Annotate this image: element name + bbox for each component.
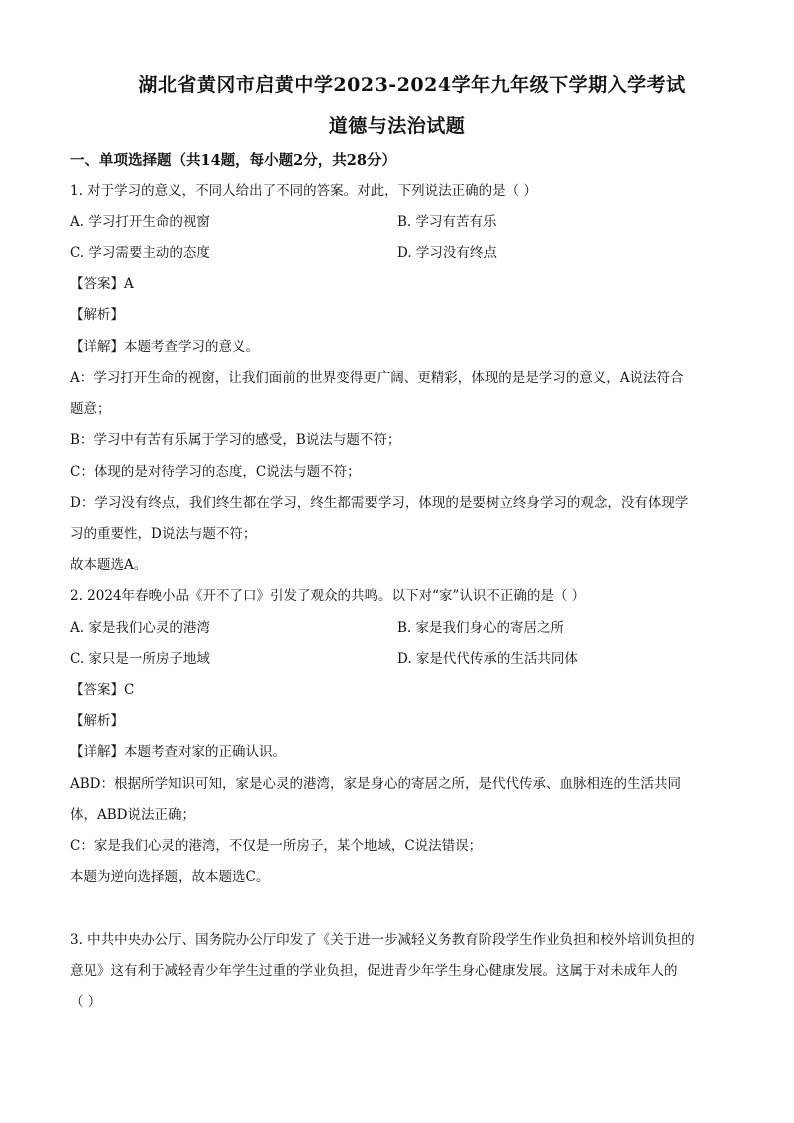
page-subtitle: 道德与法治试题 xyxy=(328,115,466,137)
q3-stem-line: 意见》这有利于减轻青少年学生过重的学业负担，促进青少年学生身心健康发展。这属于对未成年人的 xyxy=(70,963,678,979)
q1-stem: 1. 对于学习的意义，不同人给出了不同的答案。对此，下列说法正确的是（ ） xyxy=(70,183,537,199)
q2-explain-line: 体，ABD说法正确； xyxy=(70,807,195,823)
q1-explain-line: C：体现的是对待学习的态度，C说法与题不符； xyxy=(70,464,361,480)
q2-answer: 【答案】C xyxy=(70,682,135,698)
q1-option-a: A. 学习打开生命的视窗 xyxy=(70,214,210,230)
q1-option-b: B. 学习有苦有乐 xyxy=(397,214,497,230)
q2-analysis: 【解析】 xyxy=(70,713,124,729)
q1-answer: 【答案】A xyxy=(70,276,134,292)
q2-detail: 【详解】本题考查对家的正确认识。 xyxy=(70,744,286,760)
q2-option-b: B. 家是我们身心的寄居之所 xyxy=(397,620,565,636)
q1-analysis: 【解析】 xyxy=(70,307,124,323)
q2-explain-line: 本题为逆向选择题，故本题选C。 xyxy=(70,869,270,885)
q2-option-c: C. 家只是一所房子地域 xyxy=(70,651,210,667)
page-title: 湖北省黄冈市启黄中学2023-2024学年九年级下学期入学考试 xyxy=(138,74,686,96)
section-heading: 一、单项选择题（共14题，每小题2分，共28分） xyxy=(70,152,396,169)
q1-explain-line: 题意； xyxy=(70,401,111,417)
q1-option-c: C. 学习需要主动的态度 xyxy=(70,245,210,261)
q1-explain-line: 习的重要性，D说法与题不符； xyxy=(70,526,257,542)
q2-option-d: D. 家是代代传承的生活共同体 xyxy=(397,651,578,667)
q2-option-a: A. 家是我们心灵的港湾 xyxy=(70,620,210,636)
q1-explain-line: A：学习打开生命的视窗，让我们面前的世界变得更广阔、更精彩，体现的是是学习的意义，A说法符合 xyxy=(70,370,684,386)
q3-stem-line: 3. 中共中央办公厅、国务院办公厅印发了《关于进一步减轻义务教育阶段学生作业负担和校外培训负担的 xyxy=(70,932,695,948)
q2-stem: 2. 2024年春晚小品《开不了口》引发了观众的共鸣。以下对“家”认识不正确的是（ ） xyxy=(70,588,586,604)
q1-option-d: D. 学习没有终点 xyxy=(397,245,497,261)
q2-explain-line: ABD：根据所学知识可知，家是心灵的港湾，家是身心的寄居之所，是代代传承、血脉相连的生活共同 xyxy=(70,776,681,792)
q1-explain-line: 故本题选A。 xyxy=(70,557,148,573)
q1-explain-line: B：学习中有苦有乐属于学习的感受，B说法与题不符； xyxy=(70,432,401,448)
q2-explain-line: C：家是我们心灵的港湾，不仅是一所房子，某个地域，C说法错误； xyxy=(70,838,483,854)
q1-explain-line: D：学习没有终点，我们终生都在学习，终生都需要学习，体现的是要树立终身学习的观念，没有体现学 xyxy=(70,495,689,511)
q1-detail: 【详解】本题考查学习的意义。 xyxy=(70,339,259,355)
q3-stem-line: （ ） xyxy=(70,994,102,1010)
